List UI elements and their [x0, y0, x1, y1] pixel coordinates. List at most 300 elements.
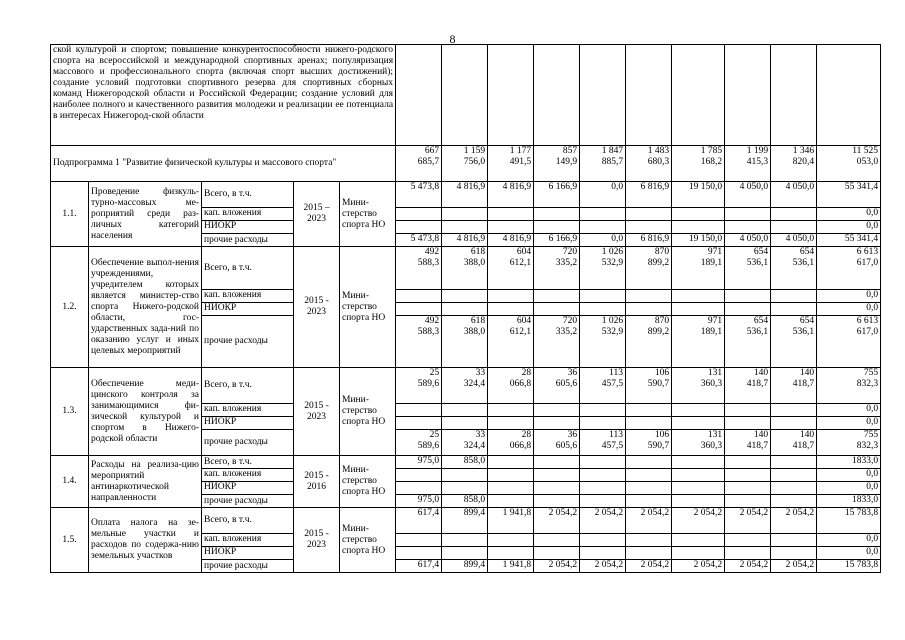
amount-cell — [626, 247, 672, 290]
empty-cell — [771, 404, 817, 417]
amount-cell: 1833,0 — [817, 456, 881, 469]
amount-cell: 2 054,2 — [534, 508, 580, 534]
value-part: 189,1 — [700, 327, 723, 337]
empty-cell — [396, 469, 442, 482]
amount-cell — [672, 368, 725, 404]
empty-cell — [396, 208, 442, 221]
subprogram-value — [534, 146, 580, 182]
item-period: 2015 - 2023 — [294, 508, 340, 573]
row-type-label: НИОКР — [202, 482, 294, 495]
amount-cell — [534, 247, 580, 290]
value-part: 140 — [753, 368, 769, 378]
value-part: 324,4 — [463, 379, 486, 389]
empty-cell — [534, 303, 580, 316]
value-part: 140 — [753, 430, 769, 440]
amount-cell: 4 050,0 — [725, 182, 771, 208]
value-part: 617,0 — [856, 258, 879, 268]
value-part: 832,3 — [856, 441, 879, 451]
amount-cell: 1833,0 — [817, 495, 881, 508]
value-part: 36 — [567, 430, 578, 440]
item-period: 2015 – 2023 — [294, 182, 340, 247]
value-part: 605,6 — [555, 379, 578, 389]
value-part: 388,0 — [463, 258, 486, 268]
value-part: 360,3 — [700, 379, 723, 389]
value-part: 605,6 — [555, 441, 578, 451]
value-part: 1 785 — [700, 146, 723, 156]
empty-cell — [725, 469, 771, 482]
value-part: 066,8 — [509, 379, 532, 389]
amount-cell — [580, 430, 626, 456]
value-part: 618 — [470, 316, 486, 326]
item-executor: Мини-стерство спорта НО — [340, 368, 396, 456]
value-part: 536,1 — [792, 258, 815, 268]
empty-cell — [626, 208, 672, 221]
amount-cell — [580, 368, 626, 404]
subprogram-value — [771, 146, 817, 182]
empty-cell — [580, 208, 626, 221]
amount-cell — [672, 316, 725, 368]
row-type-label: Всего, в т.ч. — [202, 456, 294, 469]
amount-cell — [580, 456, 626, 469]
amount-cell: 0,0 — [817, 221, 881, 234]
amount-cell: 975,0 — [396, 456, 442, 469]
empty-cell — [626, 547, 672, 560]
value-part: 899,2 — [647, 327, 670, 337]
value-part: 25 — [429, 368, 440, 378]
amount-cell: 6 166,9 — [534, 234, 580, 247]
value-part: 536,1 — [792, 327, 815, 337]
value-part: 1 199 — [746, 146, 769, 156]
empty-cell — [672, 404, 725, 417]
row-type-label: кап. вложения — [202, 404, 294, 417]
value-part: 870 — [654, 247, 670, 257]
amount-cell — [626, 368, 672, 404]
amount-cell: 0,0 — [817, 303, 881, 316]
empty-cell — [626, 290, 672, 303]
value-part: 720 — [562, 247, 578, 257]
empty-cell — [817, 45, 881, 146]
value-part: 492 — [424, 316, 440, 326]
empty-cell — [771, 290, 817, 303]
value-part: 492 — [424, 247, 440, 257]
item-number: 1.1. — [51, 182, 89, 247]
row-type-label: кап. вложения — [202, 208, 294, 221]
amount-cell — [442, 368, 488, 404]
item-executor: Мини-стерство спорта НО — [340, 182, 396, 247]
value-part: 1 026 — [601, 247, 624, 257]
row-type-label: кап. вложения — [202, 290, 294, 303]
value-part: 532,9 — [601, 258, 624, 268]
amount-cell: 617,4 — [396, 508, 442, 534]
value-part: 11 525 — [852, 146, 879, 156]
amount-cell: 55 341,4 — [817, 234, 881, 247]
value-part: 415,3 — [746, 157, 769, 167]
empty-cell — [725, 303, 771, 316]
amount-cell — [534, 495, 580, 508]
empty-cell — [442, 45, 488, 146]
value-part: 756,0 — [463, 157, 486, 167]
amount-cell — [488, 495, 534, 508]
amount-cell: 19 150,0 — [672, 234, 725, 247]
amount-cell: 2 054,2 — [626, 560, 672, 573]
empty-cell — [442, 290, 488, 303]
value-part: 680,3 — [647, 157, 670, 167]
amount-cell — [771, 456, 817, 469]
value-part: 820,4 — [792, 157, 815, 167]
amount-cell: 6 166,9 — [534, 182, 580, 208]
amount-cell: 4 050,0 — [771, 234, 817, 247]
amount-cell — [488, 368, 534, 404]
amount-cell — [672, 456, 725, 469]
value-part: 857 — [562, 146, 578, 156]
value-part: 33 — [475, 430, 486, 440]
empty-cell — [580, 404, 626, 417]
empty-cell — [534, 547, 580, 560]
empty-cell — [771, 534, 817, 547]
value-part: 457,5 — [601, 379, 624, 389]
item-executor: Мини-стерство спорта НО — [340, 247, 396, 368]
empty-cell — [580, 482, 626, 495]
value-part: 418,7 — [746, 379, 769, 389]
row-type-label: НИОКР — [202, 303, 294, 316]
amount-cell — [396, 247, 442, 290]
value-part: 604 — [516, 316, 532, 326]
value-part: 335,2 — [555, 258, 578, 268]
value-part: 1 847 — [601, 146, 624, 156]
empty-cell — [626, 482, 672, 495]
intro-text-cell: ской культурой и спортом; повышение конкурентоспособности нижего-родского спорта на всероссийской и международной спортивных аренах; популяризация массового и профессионального спорта (включая спорт высших достижений); создание условий подготовки спортивного резерва для спортивных сборных команд Нижегородской области и Российской Федерации; создание условий для наиболее полного и качественного развития молодежи и реализации ее потенциала в интересах Нижегород-ской области — [51, 45, 396, 146]
empty-cell — [672, 417, 725, 430]
amount-cell — [817, 368, 881, 404]
empty-cell — [672, 45, 725, 146]
empty-cell — [488, 534, 534, 547]
amount-cell: 2 054,2 — [725, 508, 771, 534]
row-type-label: Всего, в т.ч. — [202, 182, 294, 208]
item-name: Обеспечение меди-цинского контроля за занимающимися фи-зической культурой и спортом в Нижего-родской области — [89, 368, 202, 456]
empty-cell — [725, 45, 771, 146]
value-part: 25 — [429, 430, 440, 440]
amount-cell: 2 054,2 — [580, 560, 626, 573]
value-part: 324,4 — [463, 441, 486, 451]
amount-cell: 858,0 — [442, 495, 488, 508]
empty-cell — [725, 290, 771, 303]
value-part: 654 — [799, 316, 815, 326]
empty-cell — [442, 547, 488, 560]
subprogram-value — [725, 146, 771, 182]
amount-cell: 19 150,0 — [672, 182, 725, 208]
empty-cell — [672, 547, 725, 560]
value-part: 418,7 — [746, 441, 769, 451]
value-part: 588,3 — [417, 327, 440, 337]
empty-cell — [396, 45, 442, 146]
value-part: 885,7 — [601, 157, 624, 167]
value-part: 131 — [707, 368, 723, 378]
empty-cell — [672, 290, 725, 303]
empty-cell — [442, 404, 488, 417]
empty-cell — [580, 417, 626, 430]
subprogram-value — [817, 146, 881, 182]
empty-cell — [725, 208, 771, 221]
amount-cell: 2 054,2 — [534, 560, 580, 573]
value-part: 612,1 — [509, 258, 532, 268]
value-part: 113 — [609, 368, 624, 378]
amount-cell: 0,0 — [817, 482, 881, 495]
empty-cell — [771, 45, 817, 146]
value-part: 168,2 — [700, 157, 723, 167]
subprogram-value — [580, 146, 626, 182]
value-part: 106 — [654, 368, 670, 378]
value-part: 418,7 — [792, 441, 815, 451]
empty-cell — [672, 303, 725, 316]
empty-cell — [534, 290, 580, 303]
empty-cell — [672, 534, 725, 547]
amount-cell: 15 783,8 — [817, 508, 881, 534]
amount-cell: 5 473,8 — [396, 234, 442, 247]
amount-cell: 0,0 — [817, 404, 881, 417]
amount-cell — [442, 430, 488, 456]
amount-cell: 2 054,2 — [725, 560, 771, 573]
empty-cell — [442, 221, 488, 234]
empty-cell — [672, 482, 725, 495]
value-part: 140 — [799, 368, 815, 378]
row-type-label: прочие расходы — [202, 495, 294, 508]
empty-cell — [488, 469, 534, 482]
amount-cell: 899,4 — [442, 560, 488, 573]
value-part: 617,0 — [856, 327, 879, 337]
empty-cell — [534, 45, 580, 146]
value-part: 1 483 — [647, 146, 670, 156]
empty-cell — [396, 482, 442, 495]
amount-cell: 0,0 — [817, 417, 881, 430]
empty-cell — [396, 404, 442, 417]
value-part: 1 159 — [463, 146, 486, 156]
amount-cell — [396, 430, 442, 456]
value-part: 491,5 — [509, 157, 532, 167]
amount-cell — [771, 316, 817, 368]
empty-cell — [725, 417, 771, 430]
value-part: 654 — [753, 247, 769, 257]
row-type-label: кап. вложения — [202, 469, 294, 482]
empty-cell — [580, 303, 626, 316]
empty-cell — [626, 45, 672, 146]
value-part: 457,5 — [601, 441, 624, 451]
row-type-label: НИОКР — [202, 417, 294, 430]
row-type-label: прочие расходы — [202, 316, 294, 368]
amount-cell: 2 054,2 — [580, 508, 626, 534]
amount-cell — [626, 316, 672, 368]
empty-cell — [580, 547, 626, 560]
row-type-label: НИОКР — [202, 547, 294, 560]
amount-cell: 0,0 — [817, 290, 881, 303]
amount-cell: 5 473,8 — [396, 182, 442, 208]
empty-cell — [771, 221, 817, 234]
empty-cell — [534, 417, 580, 430]
empty-cell — [580, 290, 626, 303]
subprogram-value — [396, 146, 442, 182]
amount-cell — [488, 430, 534, 456]
value-part: 971 — [707, 247, 723, 257]
amount-cell — [725, 430, 771, 456]
budget-table — [50, 44, 881, 573]
value-part: 832,3 — [856, 379, 879, 389]
value-part: 33 — [475, 368, 486, 378]
value-part: 418,7 — [792, 379, 815, 389]
item-period: 2015 - 2023 — [294, 368, 340, 456]
value-part: 36 — [567, 368, 578, 378]
empty-cell — [442, 208, 488, 221]
amount-cell — [672, 430, 725, 456]
empty-cell — [534, 404, 580, 417]
row-type-label: Всего, в т.ч. — [202, 368, 294, 404]
amount-cell: 6 816,9 — [626, 234, 672, 247]
empty-cell — [534, 221, 580, 234]
amount-cell — [672, 495, 725, 508]
empty-cell — [442, 534, 488, 547]
item-name: Оплата налога на зе-мельные участки и расходов по содержа-нию земельных участков — [89, 508, 202, 573]
amount-cell: 617,4 — [396, 560, 442, 573]
value-part: 590,7 — [647, 441, 670, 451]
empty-cell — [442, 303, 488, 316]
empty-cell — [725, 547, 771, 560]
value-part: 053,0 — [856, 157, 879, 167]
amount-cell: 4 050,0 — [771, 182, 817, 208]
amount-cell: 4 050,0 — [725, 234, 771, 247]
amount-cell — [725, 495, 771, 508]
empty-cell — [488, 208, 534, 221]
empty-cell — [626, 221, 672, 234]
amount-cell — [626, 456, 672, 469]
amount-cell: 2 054,2 — [771, 560, 817, 573]
amount-cell: 975,0 — [396, 495, 442, 508]
empty-cell — [396, 221, 442, 234]
value-part: 532,9 — [601, 327, 624, 337]
empty-cell — [626, 404, 672, 417]
empty-cell — [771, 469, 817, 482]
amount-cell — [725, 316, 771, 368]
amount-cell — [672, 247, 725, 290]
empty-cell — [725, 534, 771, 547]
amount-cell — [580, 495, 626, 508]
amount-cell — [725, 247, 771, 290]
value-part: 6 613 — [856, 247, 879, 257]
empty-cell — [725, 482, 771, 495]
amount-cell — [534, 368, 580, 404]
subprogram-value — [488, 146, 534, 182]
value-part: 335,2 — [555, 327, 578, 337]
value-part: 28 — [521, 430, 532, 440]
empty-cell — [626, 469, 672, 482]
amount-cell: 0,0 — [580, 182, 626, 208]
subprogram-value — [626, 146, 672, 182]
empty-cell — [534, 534, 580, 547]
amount-cell: 0,0 — [817, 469, 881, 482]
empty-cell — [580, 45, 626, 146]
empty-cell — [488, 417, 534, 430]
value-part: 654 — [753, 316, 769, 326]
empty-cell — [672, 469, 725, 482]
item-number: 1.4. — [51, 456, 89, 508]
empty-cell — [626, 303, 672, 316]
value-part: 604 — [516, 247, 532, 257]
amount-cell — [396, 316, 442, 368]
amount-cell — [817, 316, 881, 368]
row-type-label: Всего, в т.ч. — [202, 508, 294, 534]
value-part: 618 — [470, 247, 486, 257]
item-period: 2015 - 2016 — [294, 456, 340, 508]
empty-cell — [442, 469, 488, 482]
empty-cell — [580, 221, 626, 234]
row-type-label: прочие расходы — [202, 234, 294, 247]
empty-cell — [580, 469, 626, 482]
row-type-label: НИОКР — [202, 221, 294, 234]
amount-cell: 0,0 — [817, 534, 881, 547]
amount-cell — [771, 430, 817, 456]
empty-cell — [396, 547, 442, 560]
amount-cell: 2 054,2 — [771, 508, 817, 534]
subprogram-value — [672, 146, 725, 182]
empty-cell — [580, 534, 626, 547]
value-part: 685,7 — [417, 157, 440, 167]
amount-cell — [771, 368, 817, 404]
value-part: 28 — [521, 368, 532, 378]
item-name: Проведение физкуль-турно-массовых ме-роприятий среди раз-личных категорий населения — [89, 182, 202, 247]
amount-cell — [488, 247, 534, 290]
value-part: 360,3 — [700, 441, 723, 451]
amount-cell — [442, 247, 488, 290]
value-part: 388,0 — [463, 327, 486, 337]
empty-cell — [396, 534, 442, 547]
amount-cell — [817, 430, 881, 456]
subprogram-value — [442, 146, 488, 182]
subprogram-title: Подпрограмма 1 "Развитие физической культуры и массового спорта" — [51, 146, 396, 182]
empty-cell — [396, 417, 442, 430]
amount-cell — [534, 316, 580, 368]
amount-cell — [725, 368, 771, 404]
empty-cell — [442, 417, 488, 430]
amount-cell — [626, 495, 672, 508]
value-part: 755 — [863, 368, 879, 378]
amount-cell: 6 816,9 — [626, 182, 672, 208]
amount-cell — [488, 316, 534, 368]
empty-cell — [771, 547, 817, 560]
amount-cell — [626, 430, 672, 456]
amount-cell: 1 941,8 — [488, 560, 534, 573]
amount-cell: 15 783,8 — [817, 560, 881, 573]
amount-cell: 2 054,2 — [626, 508, 672, 534]
amount-cell — [771, 247, 817, 290]
empty-cell — [488, 404, 534, 417]
empty-cell — [725, 221, 771, 234]
amount-cell — [488, 456, 534, 469]
empty-cell — [488, 547, 534, 560]
value-part: 536,1 — [746, 258, 769, 268]
empty-cell — [672, 221, 725, 234]
value-part: 113 — [609, 430, 624, 440]
item-name: Обеспечение выпол-нения учреждениями, учредителем которых является министер-ство спорта Нижего-родской области, гос-ударственных зада-ний по оказанию услуг и иных целевых мероприятий — [89, 247, 202, 368]
value-part: 140 — [799, 430, 815, 440]
empty-cell — [488, 482, 534, 495]
amount-cell: 899,4 — [442, 508, 488, 534]
empty-cell — [771, 482, 817, 495]
empty-cell — [771, 208, 817, 221]
empty-cell — [442, 482, 488, 495]
amount-cell: 0,0 — [580, 234, 626, 247]
amount-cell: 4 816,9 — [442, 182, 488, 208]
value-part: 899,2 — [647, 258, 670, 268]
amount-cell: 1 941,8 — [488, 508, 534, 534]
amount-cell — [580, 247, 626, 290]
item-period: 2015 - 2023 — [294, 247, 340, 368]
